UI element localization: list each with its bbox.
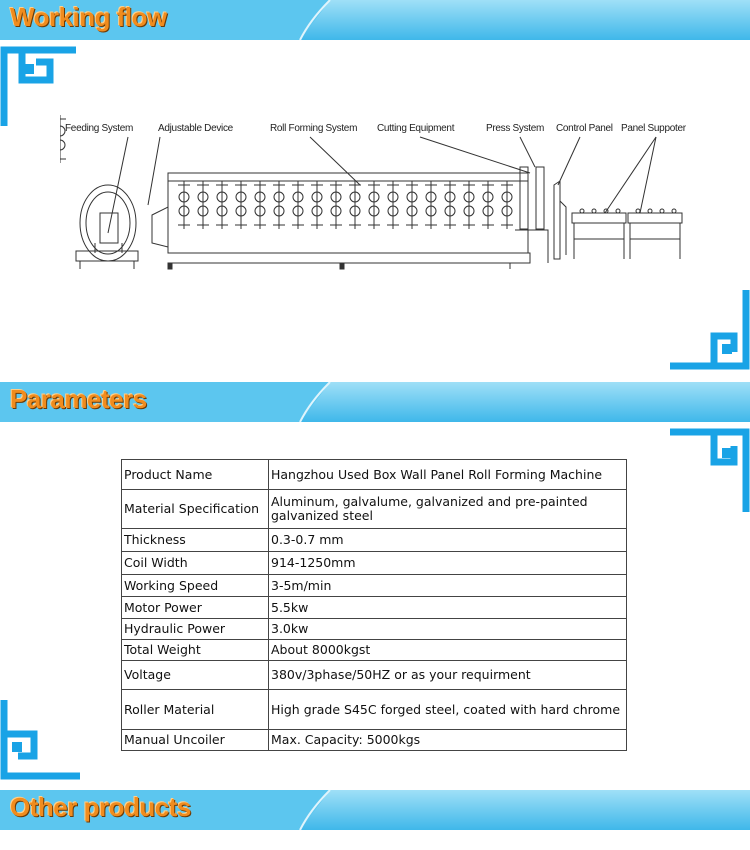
param-value: Aluminum, galvalume, galvanized and pre-painted galvanized steel	[269, 490, 627, 529]
table-row	[122, 575, 627, 597]
table-row	[122, 552, 627, 575]
table-row	[122, 730, 627, 751]
label-press-system: Press System	[486, 123, 545, 134]
label-roll-forming-system: Roll Forming System	[270, 123, 358, 134]
param-key: Motor Power	[122, 597, 269, 619]
table-row	[122, 690, 627, 730]
param-key: Total Weight	[122, 640, 269, 661]
label-cutting-equipment: Cutting Equipment	[377, 123, 455, 134]
other-products-banner	[0, 790, 750, 830]
table-row	[122, 597, 627, 619]
label-control-panel: Control Panel	[556, 123, 613, 134]
section-title-working-flow: Working flow	[10, 2, 167, 32]
table-row	[122, 661, 627, 690]
param-key: Voltage	[122, 661, 269, 690]
param-key: Hydraulic Power	[122, 619, 269, 640]
param-value: Hangzhou Used Box Wall Panel Roll Forming Machine	[269, 460, 627, 490]
label-adjustable-device: Adjustable Device	[158, 123, 233, 134]
param-value: 914-1250mm	[269, 552, 627, 575]
section-title-other-products: Other products	[10, 792, 191, 822]
parameters-banner	[0, 382, 750, 422]
table-row	[122, 640, 627, 661]
param-key: Thickness	[122, 529, 269, 552]
param-key: Product Name	[122, 460, 269, 490]
param-key: Working Speed	[122, 575, 269, 597]
param-value: Max. Capacity: 5000kgs	[269, 730, 627, 751]
working-flow-diagram	[60, 115, 690, 285]
table-row	[122, 460, 627, 490]
table-row	[122, 490, 627, 529]
working-flow-banner	[0, 0, 750, 40]
table-row	[122, 619, 627, 640]
param-value: 3.0kw	[269, 619, 627, 640]
label-panel-suppoter: Panel Suppoter	[621, 123, 686, 134]
fret-ornament-icon	[670, 290, 750, 370]
section-title-parameters: Parameters	[10, 384, 147, 414]
fret-ornament-icon	[0, 700, 80, 780]
param-key: Manual Uncoiler	[122, 730, 269, 751]
param-value: 380v/3phase/50HZ or as your requirment	[269, 661, 627, 690]
param-key: Coil Width	[122, 552, 269, 575]
parameters-table	[121, 459, 627, 751]
param-value: 0.3-0.7 mm	[269, 529, 627, 552]
param-value: 3-5m/min	[269, 575, 627, 597]
param-key: Roller Material	[122, 690, 269, 730]
param-value: 5.5kw	[269, 597, 627, 619]
param-value: High grade S45C forged steel, coated with hard chrome	[269, 690, 627, 730]
label-feeding-system: Feeding System	[65, 123, 134, 134]
fret-ornament-icon	[670, 428, 750, 512]
machine-drawing	[60, 115, 690, 285]
param-value: About 8000kgst	[269, 640, 627, 661]
table-row	[122, 529, 627, 552]
param-key: Material Specification	[122, 490, 269, 529]
